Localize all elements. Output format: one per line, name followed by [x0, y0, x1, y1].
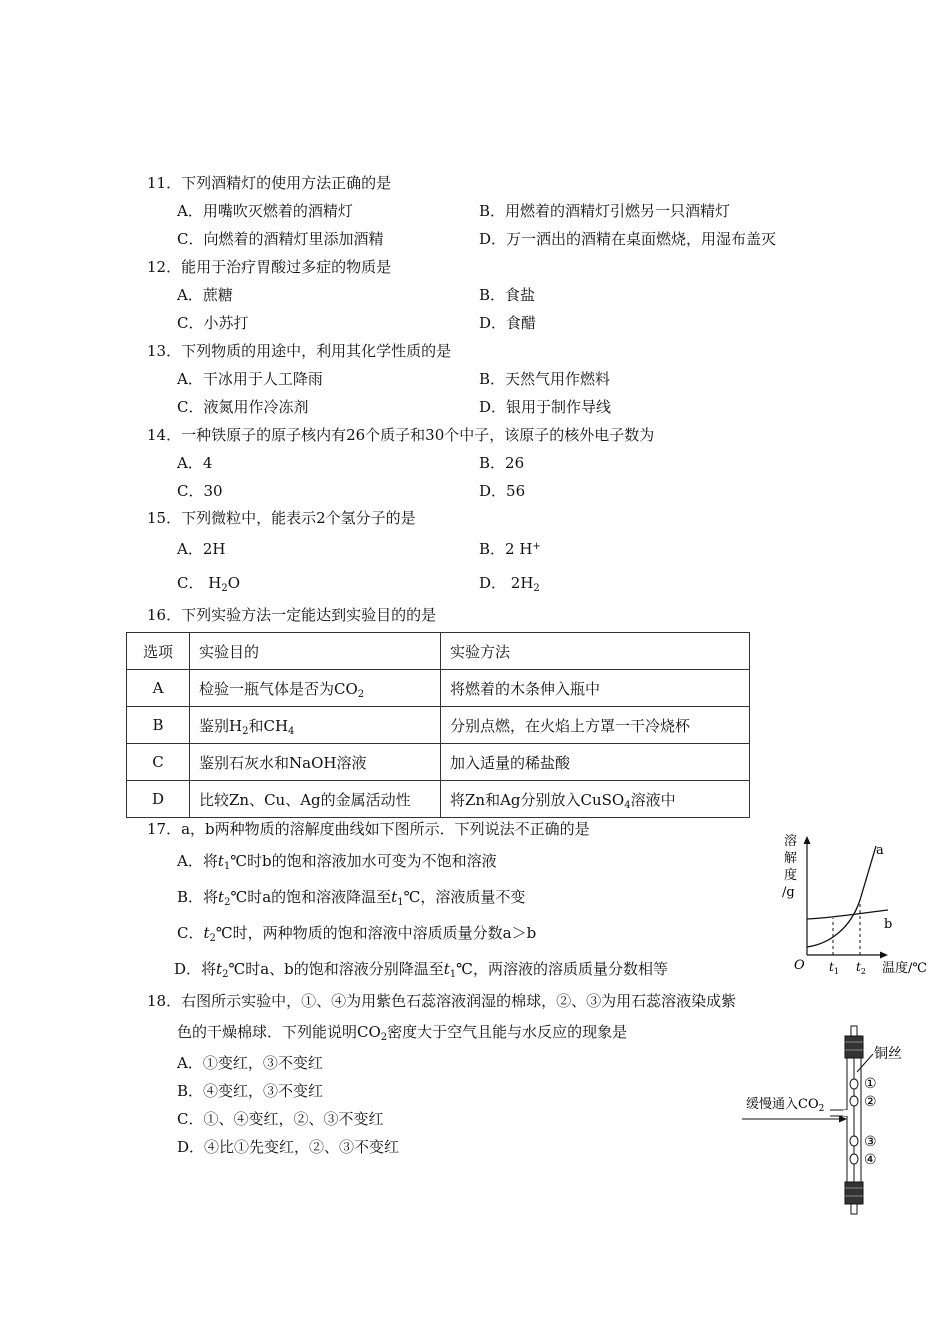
bottom-stopper	[845, 1182, 863, 1204]
table-cell-goal: 鉴别石灰水和NaOH溶液	[190, 744, 441, 781]
x-axis-arrow	[880, 952, 888, 959]
table-cell-method: 分别点燃，在火焰上方罩一干冷烧杯	[441, 707, 750, 744]
marker-2: ②	[864, 1094, 877, 1110]
origin-label: O	[794, 958, 805, 973]
marker-4: ④	[864, 1152, 877, 1168]
q13-option-c: C．液氮用作冷冻剂	[177, 398, 309, 416]
t1-label: $t_1$	[829, 960, 839, 976]
table-cell-method: 将燃着的木条伸入瓶中	[441, 670, 750, 707]
q17-option-c: C．$t_2℃$时，两种物质的饱和溶液中溶质质量分数a＞b	[177, 924, 537, 944]
table-cell-option: C	[127, 744, 190, 781]
table-row	[127, 781, 750, 818]
q18-option-a: A．①变红，③不变红	[177, 1054, 323, 1072]
table-cell-method: 将Zn和Ag分别放入CuSO$_4$溶液中	[441, 781, 750, 818]
q13-stem: 13．下列物质的用途中，利用其化学性质的是	[147, 342, 452, 360]
table-cell-option: B	[127, 707, 190, 744]
q12-option-a: A．蔗糖	[177, 286, 233, 304]
q12-option-d: D．食醋	[479, 314, 537, 332]
copper-wire-label: 铜丝	[874, 1046, 902, 1062]
cotton-ball-2	[850, 1096, 858, 1106]
table-row	[127, 707, 750, 744]
table-header-row	[127, 633, 750, 670]
co2-flow-arrowhead	[839, 1116, 847, 1123]
graph-ylabel: 解	[784, 851, 798, 866]
top-stopper	[845, 1036, 863, 1058]
q13-option-a: A．干冰用于人工降雨	[177, 370, 323, 388]
graph-ylabel: 溶	[784, 834, 798, 849]
q15-option-b: B．2 H+	[479, 540, 541, 558]
q18-stem-line1: 18．右图所示实验中，①、④为用紫色石蕊溶液润湿的棉球，②、③为用石蕊溶液染成紫	[147, 992, 737, 1010]
q14-option-d: D．56	[479, 482, 526, 500]
q17-option-d: D．将$t_2℃$时a、b的饱和溶液分别降温至$t_1℃$，两溶液的溶质质量分数相等	[174, 960, 668, 980]
q17-option-b: B．将$t_2℃$时a的饱和溶液降温至$t_1℃$，溶液质量不变	[177, 888, 526, 908]
tube-top-end	[851, 1026, 857, 1036]
q15-option-a: A．2H	[177, 540, 226, 558]
q15-stem: 15．下列微粒中，能表示2个氢分子的是	[147, 509, 416, 527]
q12-stem: 12．能用于治疗胃酸过多症的物质是	[147, 258, 392, 276]
q17-stem: 17．a，b两种物质的溶解度曲线如下图所示．下列说法不正确的是	[147, 820, 590, 838]
q11-option-d: D．万一洒出的酒精在桌面燃烧，用湿布盖灭	[479, 230, 777, 248]
q14-stem: 14．一种铁原子的原子核内有26个质子和30个中子，该原子的核外电子数为	[147, 426, 655, 444]
curve-b-label: b	[884, 917, 893, 932]
q11-option-b: B．用燃着的酒精灯引燃另一只酒精灯	[479, 202, 731, 220]
q18-option-c: C．①、④变红，②、③不变红	[177, 1110, 384, 1128]
table-header: 实验方法	[441, 633, 750, 670]
cotton-ball-1	[850, 1079, 858, 1089]
q16-stem: 16．下列实验方法一定能达到实验目的的是	[147, 606, 437, 624]
q18-option-b: B．④变红，③不变红	[177, 1082, 324, 1100]
table-cell-method: 加入适量的稀盐酸	[441, 744, 750, 781]
curve-b	[807, 910, 888, 919]
q11-option-c: C．向燃着的酒精灯里添加酒精	[177, 230, 384, 248]
x-axis-label: 温度/℃	[882, 961, 927, 976]
q14-option-b: B．26	[479, 454, 525, 472]
t2-label: $t_2$	[856, 960, 866, 976]
graph-ylabel: /g	[782, 885, 795, 900]
table-cell-goal: 检验一瓶气体是否为$CO_2$	[190, 670, 441, 707]
q14-option-a: A．4	[177, 454, 213, 472]
q16-experiment-table	[126, 632, 750, 818]
co2-inlet-label: 缓慢通入$CO_2$	[746, 1097, 825, 1114]
marker-1: ①	[864, 1076, 877, 1092]
table-cell-option: A	[127, 670, 190, 707]
y-axis-arrow	[804, 836, 811, 844]
curve-a	[807, 846, 876, 947]
solubility-curve-graph	[780, 828, 940, 980]
table-cell-option: D	[127, 781, 190, 818]
table-cell-goal: 鉴别$H_2$和$CH_4$	[190, 707, 441, 744]
q11-stem: 11．下列酒精灯的使用方法正确的是	[147, 174, 392, 192]
curve-a-label: a	[876, 843, 884, 858]
cotton-ball-4	[850, 1154, 858, 1164]
q18-option-d: D．④比①先变红，②、③不变红	[177, 1138, 400, 1156]
q14-option-c: C．30	[177, 482, 223, 500]
table-row	[127, 670, 750, 707]
co2-tube-apparatus	[740, 1024, 930, 1220]
tube-bottom-end	[851, 1204, 857, 1214]
q15-option-d: D． $2H_2$	[479, 574, 540, 594]
q17-option-a: A．将$t_1℃$时b的饱和溶液加水可变为不饱和溶液	[177, 852, 497, 872]
q13-option-d: D．银用于制作导线	[479, 398, 612, 416]
cotton-ball-3	[850, 1136, 858, 1146]
q12-option-b: B．食盐	[479, 286, 536, 304]
q11-option-a: A．用嘴吹灭燃着的酒精灯	[177, 202, 353, 220]
marker-3: ③	[864, 1134, 877, 1150]
table-cell-goal: 比较Zn、Cu、Ag的金属活动性	[190, 781, 441, 818]
q13-option-b: B．天然气用作燃料	[479, 370, 611, 388]
q18-stem-line2: 色的干燥棉球．下列能说明$CO_2$密度大于空气且能与水反应的现象是	[177, 1023, 628, 1043]
graph-ylabel: 度	[784, 868, 798, 883]
table-row	[127, 744, 750, 781]
table-header: 实验目的	[190, 633, 441, 670]
table-header: 选项	[127, 633, 190, 670]
q12-option-c: C．小苏打	[177, 314, 249, 332]
q15-option-c: C． $H_2O$	[177, 574, 241, 594]
